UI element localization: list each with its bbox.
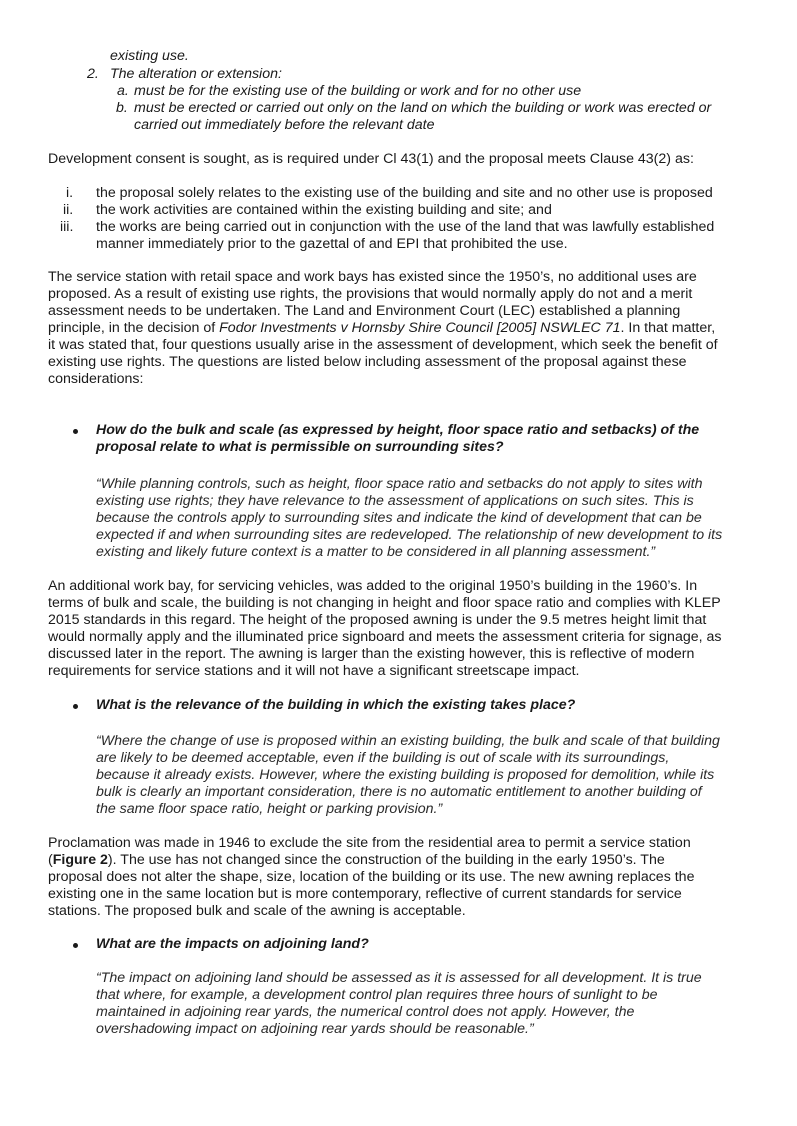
q1-answer-line-4: would normally apply and the illuminated price signboard and meets the assessment criteria for signage, as: [48, 629, 722, 645]
q2-answer-line-2: [48, 852, 665, 869]
q2-quote-line-2: are likely to be deemed acceptable, even if the building is out of scale with its surroundings,: [96, 750, 670, 766]
para1-line-4-post: . In that matter,: [620, 320, 716, 336]
q2-answer-line-1: Proclamation was made in 1946 to exclude the site from the residential area to permit a service station: [48, 835, 691, 851]
q2-quote-line-4: bulk is clearly an important consideration, there is no automatic entitlement to another building of: [96, 784, 702, 800]
q1-quote-line-3: because the controls apply to surrounding sites and indicate the kind of development that can be: [96, 510, 702, 526]
clause-continuation: existing use.: [110, 48, 189, 64]
para1-line-1: The service station with retail space and work bays has existed since the 1950’s, no additional uses are: [48, 269, 697, 285]
q2-answer-line-2-pre: (: [48, 852, 53, 868]
consent-item-i-number: i.: [66, 185, 74, 201]
para1-line-7: considerations:: [48, 371, 144, 387]
consent-item-iii-line-2: manner immediately prior to the gazettal of and EPI that prohibited the use.: [96, 236, 568, 252]
consent-item-ii-text: the work activities are contained within the existing building and site; and: [96, 202, 552, 218]
q1-answer-line-5: discussed later in the report. The awning is larger than the existing however, this is reflective of modern: [48, 646, 695, 662]
para1-line-4-pre: principle, in the decision of: [48, 320, 220, 336]
clause-item-2-number: 2.: [87, 66, 99, 82]
q2-answer-line-4: existing one in the same location but is more contemporary, reflective of current standards for service: [48, 886, 682, 902]
q1-answer-line-1: An additional work bay, for servicing vehicles, was added to the original 1950’s building in the 1960’s. In: [48, 578, 698, 594]
clause-sub-a-text: must be for the existing use of the building or work and for no other use: [134, 83, 582, 99]
para1-line-5: it was stated that, four questions usually arise in the assessment of development, which seek the benefit of: [48, 337, 718, 353]
q1-heading-line-2: proposal relate to what is permissible on surrounding sites?: [96, 439, 504, 455]
q1-quote-line-1: “While planning controls, such as height, floor space ratio and setbacks do not apply to sites with: [96, 476, 703, 492]
q3-quote-line-2: that where, for example, a development control plan requires three hours of sunlight to be: [96, 987, 658, 1003]
q1-answer-line-2: terms of bulk and scale, the building is not changing in height and floor space ratio and complies with KLEP: [48, 595, 721, 611]
q2-answer-line-2-post: ). The use has not changed since the construction of the building in the early 1950’s. The: [107, 852, 665, 868]
q3-heading: What are the impacts on adjoining land?: [96, 936, 369, 952]
figure-reference: Figure 2: [52, 852, 108, 868]
q3-quote-line-3: maintained in adjoining rear yards, the numerical control does not apply. However, the: [96, 1004, 635, 1020]
para1-line-6: existing use rights. The questions are listed below including assessment of the proposal against these: [48, 354, 687, 370]
bullet-icon: [73, 943, 78, 948]
consent-intro: Development consent is sought, as is required under Cl 43(1) and the proposal meets Clause 43(2) as:: [48, 151, 694, 167]
q2-answer-line-5: stations. The proposed bulk and scale of the awning is acceptable.: [48, 903, 466, 919]
clause-item-2-text: The alteration or extension:: [110, 66, 282, 82]
clause-sub-b-label: b.: [116, 100, 128, 116]
bullet-icon: [73, 704, 78, 709]
q1-quote-line-5: existing and likely future context is a matter to be considered in all planning assessment.”: [96, 544, 656, 560]
case-citation: Fodor Investments v Hornsby Shire Council [2005] NSWLEC 71: [219, 320, 621, 336]
q1-quote-line-2: existing use rights; they have relevance to the assessment of applications on such sites. This is: [96, 493, 694, 509]
para1-line-4: [48, 320, 715, 337]
q1-heading-line-1: How do the bulk and scale (as expressed by height, floor space ratio and setbacks) of the: [96, 422, 700, 438]
consent-item-i-text: the proposal solely relates to the existing use of the building and site and no other use is proposed: [96, 185, 713, 201]
q1-answer-line-3: 2015 standards in this regard. The height of the proposed awning is under the 9.5 metres height limit that: [48, 612, 707, 628]
q3-quote-line-1: “The impact on adjoining land should be assessed as it is assessed for all development. It is true: [96, 970, 702, 986]
q2-heading: What is the relevance of the building in which the existing takes place?: [96, 697, 576, 713]
q2-quote-line-3: because it already exists. However, where the existing building is proposed for demolition, while its: [96, 767, 715, 783]
consent-item-iii-number: iii.: [60, 219, 74, 235]
q3-quote-line-4: overshadowing impact on adjoining rear yards should be reasonable.”: [96, 1021, 534, 1037]
consent-item-iii-line-1: the works are being carried out in conjunction with the use of the land that was lawfully established: [96, 219, 715, 235]
q1-answer-line-6: requirements for service stations and it will not have a significant streetscape impact.: [48, 663, 580, 679]
q2-answer-line-3: proposal does not alter the shape, size, location of the building or its use. The new awning replaces the: [48, 869, 695, 885]
clause-sub-b-line-2: carried out immediately before the relevant date: [134, 117, 435, 133]
q2-quote-line-1: “Where the change of use is proposed within an existing building, the bulk and scale of that building: [96, 733, 720, 749]
clause-sub-a-label: a.: [117, 83, 129, 99]
q1-quote-line-4: expected if and when surrounding sites are redeveloped. The relationship of new development to its: [96, 527, 723, 543]
consent-item-ii-number: ii.: [63, 202, 74, 218]
para1-line-3: assessment needs to be undertaken. The Land and Environment Court (LEC) established a planning: [48, 303, 681, 319]
q2-quote-line-5: the same floor space ratio, height or parking provision.”: [96, 801, 443, 817]
clause-sub-b-line-1: must be erected or carried out only on the land on which the building or work was erected or: [134, 100, 712, 116]
bullet-icon: [73, 429, 78, 434]
para1-line-2: proposed. As a result of existing use rights, the provisions that would normally apply do not and a merit: [48, 286, 693, 302]
